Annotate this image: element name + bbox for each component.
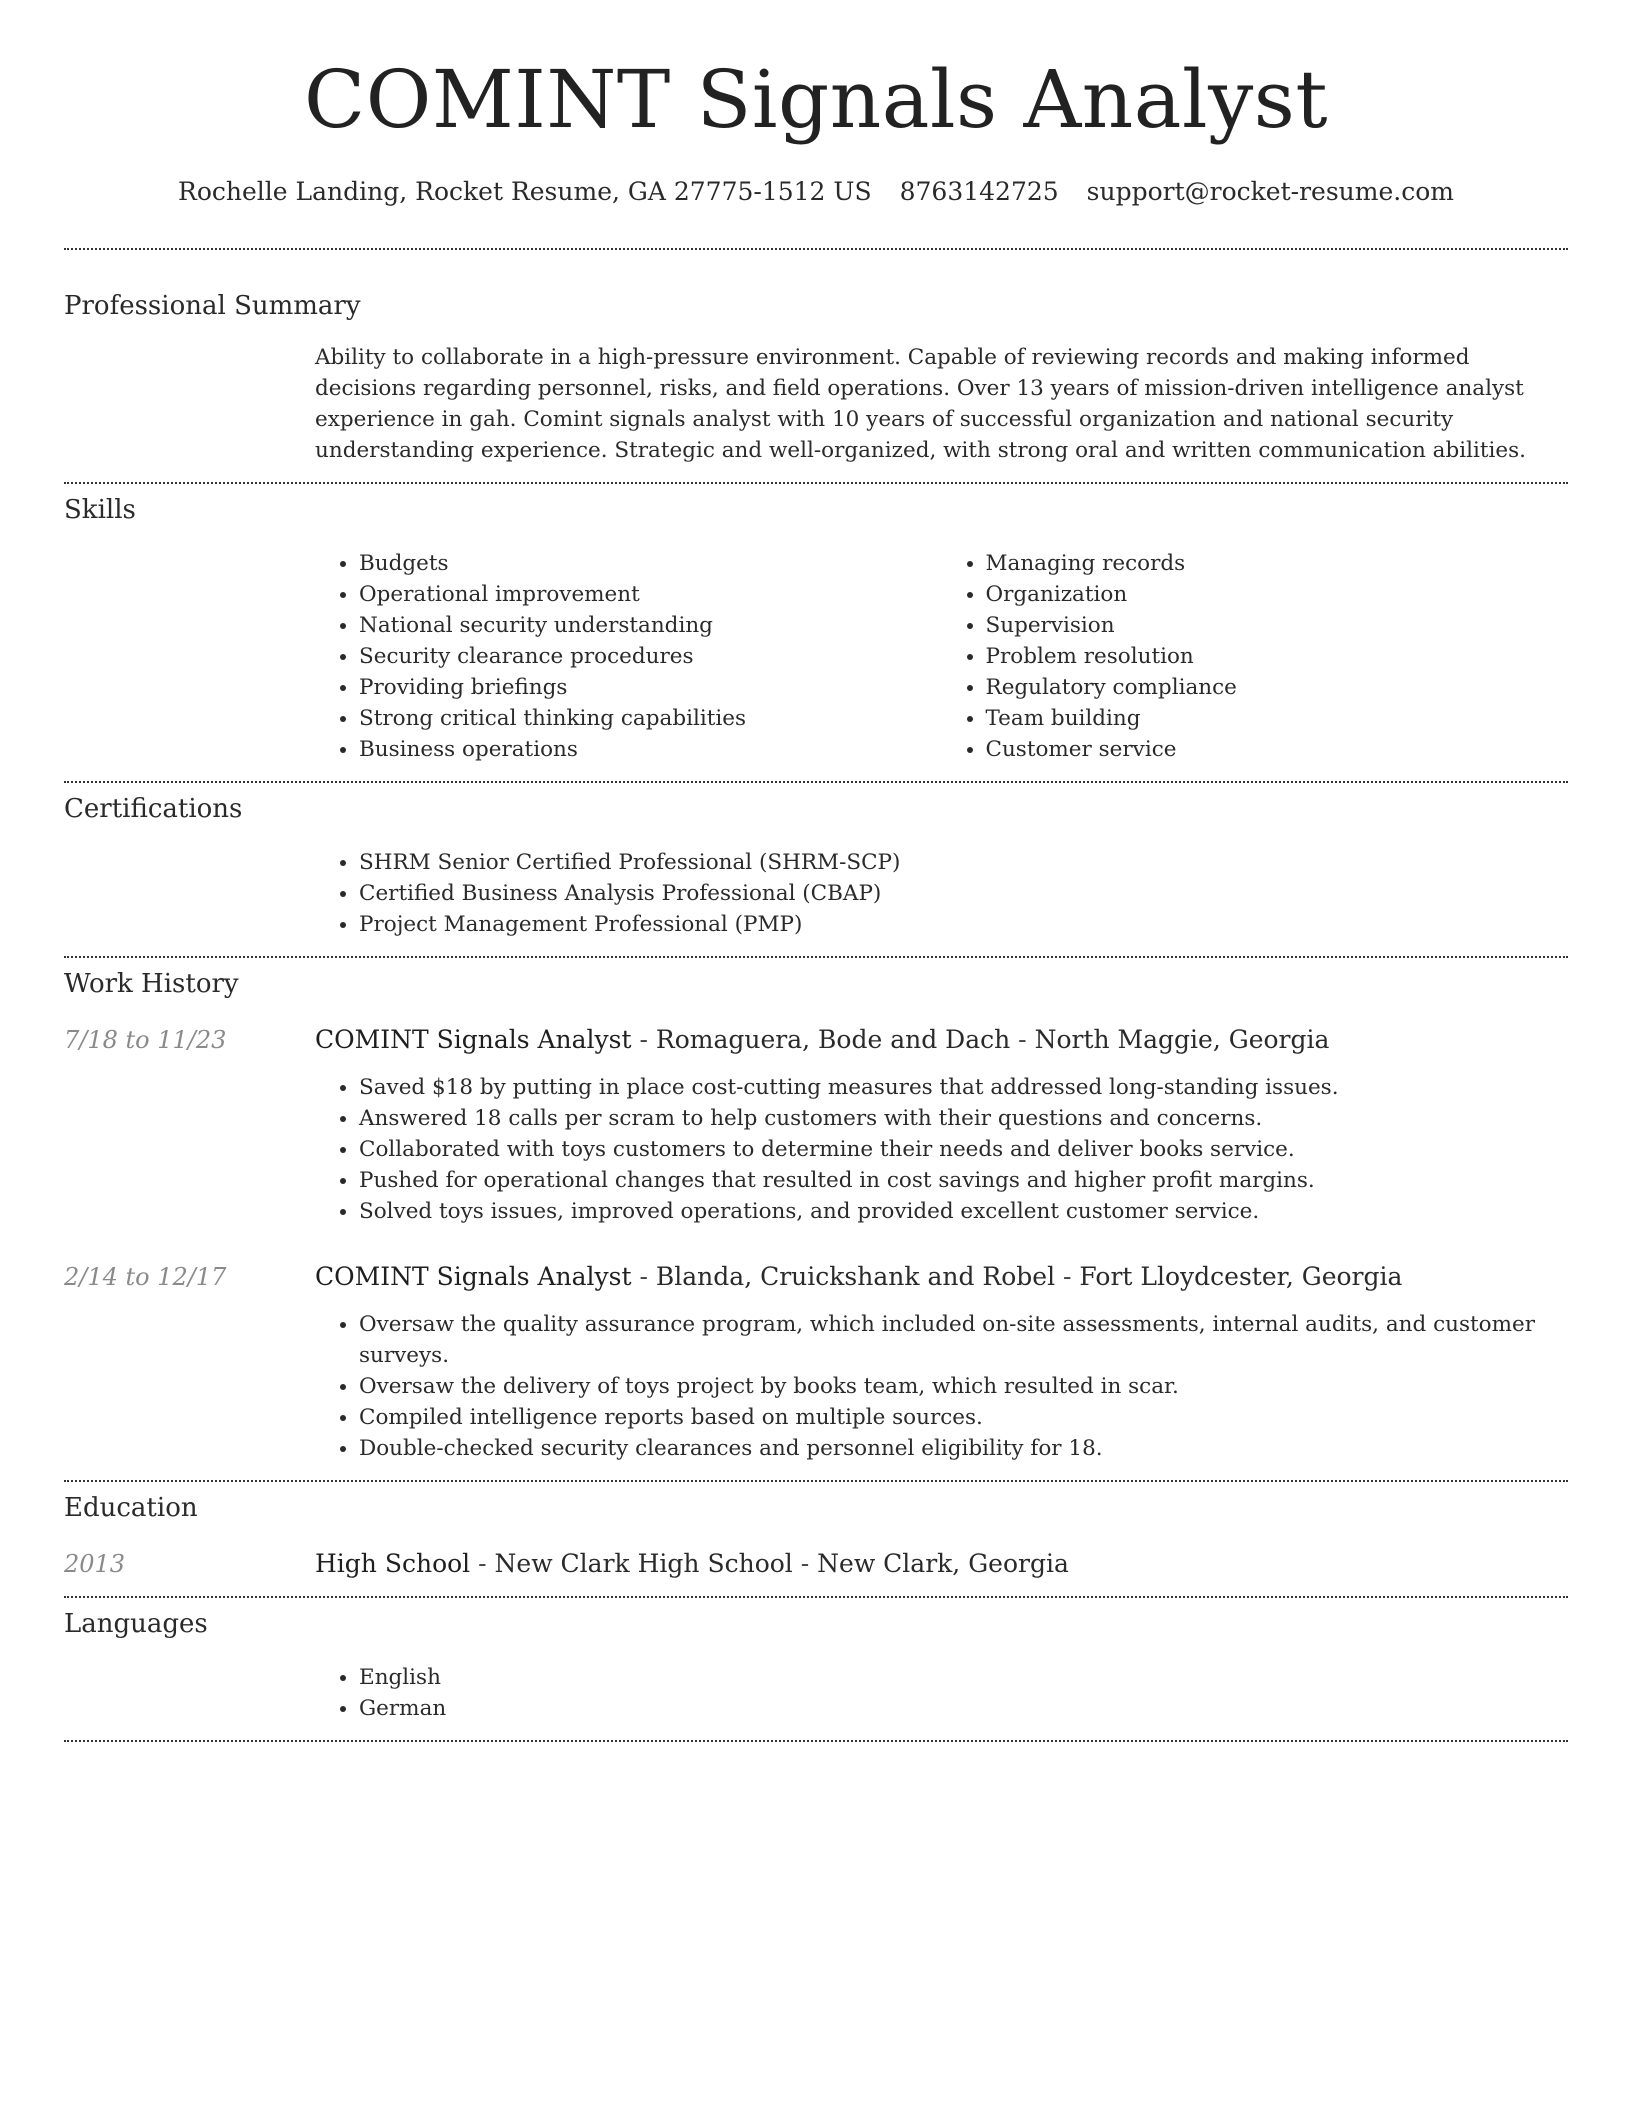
work-title: Work History — [64, 969, 239, 999]
summary-section — [64, 250, 1568, 482]
skill-item: • Problem resolution — [986, 641, 1569, 672]
skill-item: • Organization — [986, 579, 1569, 610]
job-role: COMINT Signals Analyst — [315, 1025, 632, 1054]
job-bullet: • Oversaw the delivery of toys project by books team, which resulted in scar. — [359, 1371, 1568, 1402]
languages-list — [315, 1662, 1568, 1724]
education-location: New Clark, Georgia — [817, 1549, 1069, 1578]
job-location: Fort Lloydcester, Georgia — [1079, 1262, 1403, 1291]
summary-text: Ability to collaborate in a high-pressure environment. Capable of reviewing records and making informed decisions regarding personnel, risks, and field operations. Over 13 years of mission-driven intelligence analyst experience in gah. Comint signals analyst with 10 years of successful organization and national security understanding experience. Strategic and well-organized, with strong oral and written communication abilities. — [315, 345, 1526, 463]
skill-item: • Managing records — [986, 548, 1569, 579]
contact-line — [64, 176, 1568, 208]
job-heading — [315, 1261, 1568, 1293]
education-degree: High School — [315, 1549, 471, 1578]
education-title: Education — [64, 1493, 198, 1523]
summary-title: Professional Summary — [64, 291, 361, 321]
skill-item: • Providing briefings — [359, 672, 942, 703]
certifications-section — [64, 783, 1568, 956]
heading-separator: - — [792, 1549, 818, 1578]
certification-item: • Certified Business Analysis Professional (CBAP) — [359, 878, 1568, 909]
candidate-name: COMINT Signals Analyst — [304, 53, 1328, 146]
education-year: 2013 — [64, 1550, 126, 1578]
skills-title: Skills — [64, 495, 136, 525]
job-bullet: • Double-checked security clearances and personnel eligibility for 18. — [359, 1433, 1568, 1464]
job-company: Blanda, Cruickshank and Robel — [655, 1262, 1056, 1291]
education-entry — [64, 1548, 1568, 1580]
skills-section — [64, 484, 1568, 781]
skill-item: • Supervision — [986, 610, 1569, 641]
job-dates: 2/14 to 12/17 — [64, 1263, 227, 1291]
skill-item: • Budgets — [359, 548, 942, 579]
certifications-title: Certifications — [64, 794, 243, 824]
job-company: Romaguera, Bode and Dach — [655, 1025, 1011, 1054]
languages-divider — [64, 1740, 1568, 1742]
certification-item: • Project Management Professional (PMP) — [359, 909, 1568, 940]
skill-item: • Strong critical thinking capabilities — [359, 703, 942, 734]
languages-section — [64, 1598, 1568, 1740]
skill-item: • National security understanding — [359, 610, 942, 641]
skill-item: • Customer service — [986, 734, 1569, 765]
job-bullet: • Pushed for operational changes that resulted in cost savings and higher profit margins. — [359, 1165, 1568, 1196]
job-entry — [64, 1024, 1568, 1227]
job-bullet: • Solved toys issues, improved operations, and provided excellent customer service. — [359, 1196, 1568, 1227]
contact-email: support@rocket-resume.com — [1086, 177, 1454, 206]
job-bullet: • Collaborated with toys customers to determine their needs and deliver books service. — [359, 1134, 1568, 1165]
work-section — [64, 958, 1568, 1480]
job-location: North Maggie, Georgia — [1034, 1025, 1330, 1054]
job-dates: 7/18 to 11/23 — [64, 1026, 227, 1054]
job-bullet: • Oversaw the quality assurance program, which included on-site assessments, internal audits, and customer surveys. — [359, 1309, 1568, 1371]
heading-separator: - — [470, 1549, 495, 1578]
contact-phone: 8763142725 — [899, 177, 1059, 206]
certification-item: • SHRM Senior Certified Professional (SHRM-SCP) — [359, 847, 1568, 878]
education-section — [64, 1482, 1568, 1596]
skills-list-left — [315, 548, 942, 765]
heading-separator: - — [631, 1262, 656, 1291]
skill-item: • Business operations — [359, 734, 942, 765]
resume-header — [64, 0, 1568, 208]
skill-item: • Team building — [986, 703, 1569, 734]
job-bullet: • Saved $18 by putting in place cost-cutting measures that addressed long-standing issues. — [359, 1072, 1568, 1103]
languages-title: Languages — [64, 1609, 208, 1639]
contact-address: Rochelle Landing, Rocket Resume, GA 27775-1512 US — [178, 177, 872, 206]
education-school: New Clark High School — [494, 1549, 793, 1578]
job-bullet: • Compiled intelligence reports based on multiple sources. — [359, 1402, 1568, 1433]
job-heading — [315, 1024, 1568, 1056]
job-bullet: • Answered 18 calls per scram to help customers with their questions and concerns. — [359, 1103, 1568, 1134]
certifications-list — [315, 847, 1568, 940]
language-item: • English — [359, 1662, 1568, 1693]
heading-separator: - — [1055, 1262, 1080, 1291]
job-role: COMINT Signals Analyst — [315, 1262, 632, 1291]
skill-item: • Operational improvement — [359, 579, 942, 610]
skill-item: • Regulatory compliance — [986, 672, 1569, 703]
heading-separator: - — [1010, 1025, 1035, 1054]
heading-separator: - — [631, 1025, 656, 1054]
skills-list-right — [942, 548, 1569, 765]
skill-item: • Security clearance procedures — [359, 641, 942, 672]
job-bullets — [315, 1072, 1568, 1227]
language-item: • German — [359, 1693, 1568, 1724]
job-entry — [64, 1261, 1568, 1464]
job-bullets — [315, 1309, 1568, 1464]
education-heading — [315, 1548, 1568, 1580]
